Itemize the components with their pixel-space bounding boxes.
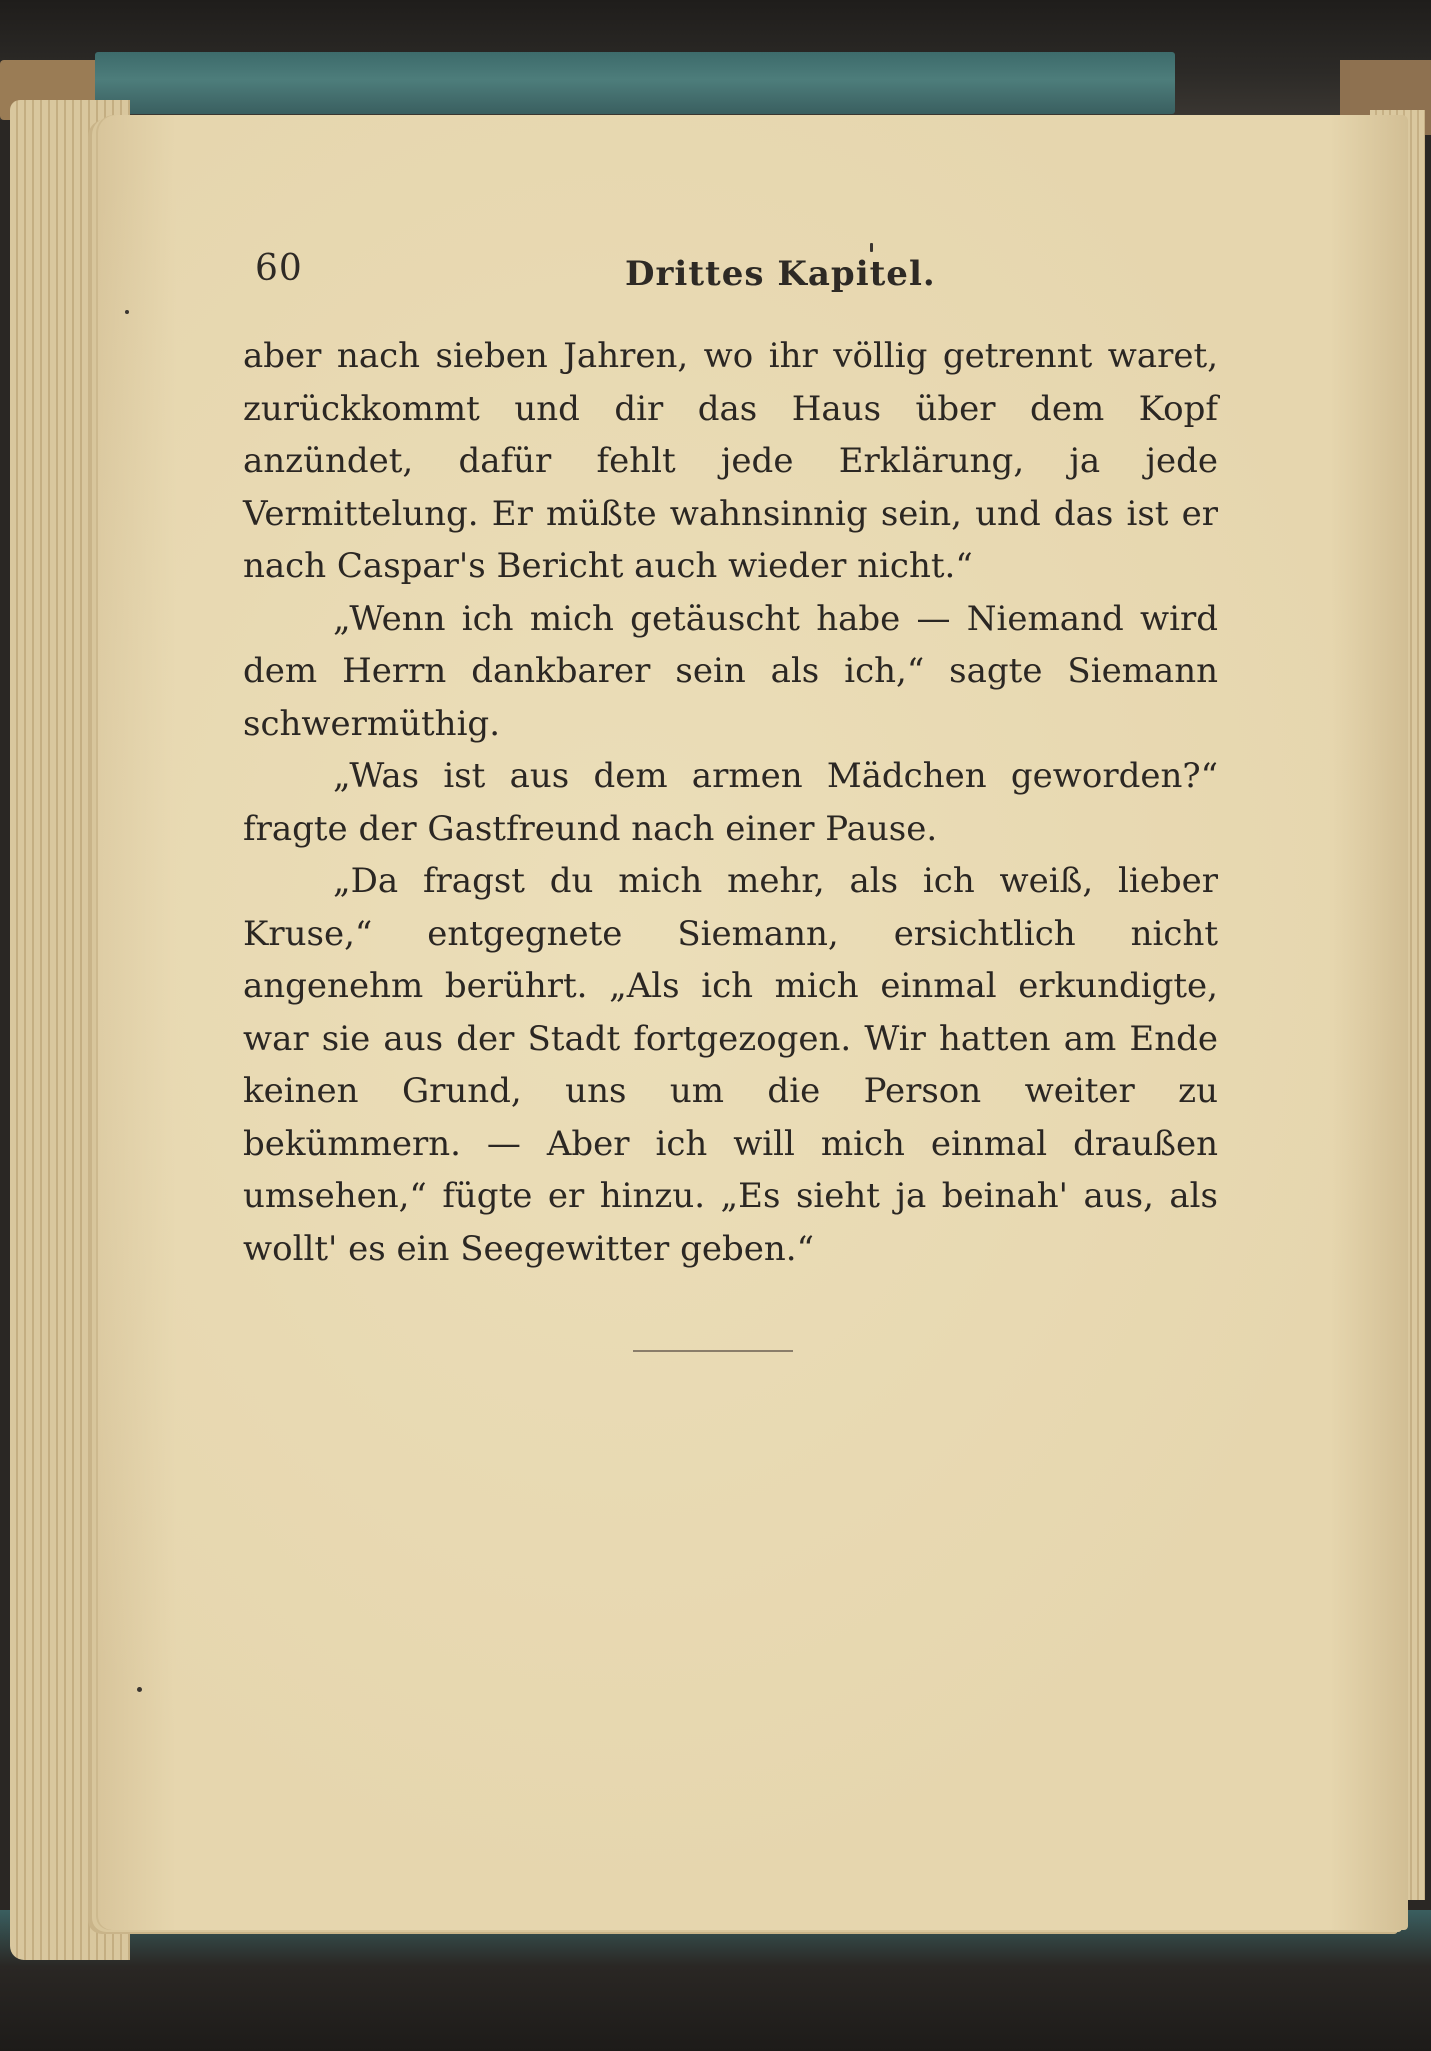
- body-text: [243, 330, 1218, 1275]
- chapter-title: Drittes Kapitel.: [625, 254, 936, 294]
- paragraph-2: „Wenn ich mich getäuscht habe — Niemand wird dem Herrn dankbarer sein als ich,“ sagte Siemann schwermüthig.: [243, 598, 1218, 744]
- paragraph-3: „Was ist aus dem armen Mädchen geworden?“ fragte der Gastfreund nach einer Pause.: [243, 756, 1218, 849]
- cloth-spine-band: [95, 52, 1175, 114]
- running-head: [255, 248, 1155, 298]
- paper-speck: [870, 243, 873, 252]
- paper-speck: [137, 1687, 142, 1692]
- section-end-rule: [633, 1350, 793, 1352]
- paper-speck: [125, 310, 129, 314]
- paragraph-1: aber nach sieben Jahren, wo ihr völlig getrennt waret, zurückkommt und dir das Haus über dem Kopf anzündet, dafür fehlt jede Erklärung, ja jede Vermittelung. Er müßte wahnsinnig sein, und das ist er nach Caspar's Bericht auch wieder nicht.“: [243, 336, 1218, 586]
- paragraph-4: „Da fragst du mich mehr, als ich weiß, lieber Kruse,“ entgegnete Siemann, ersichtlich nicht angenehm berührt. „Als ich mich einmal erkundigte, war sie aus der Stadt fortgezogen. Wir hatten am Ende keinen Grund, uns um die Person weiter zu bekümmern. — Aber ich will mich einmal draußen umsehen,“ fügte er hinzu. „Es sieht ja beinah' aus, als wollt' es ein Seegewitter geben.“: [243, 861, 1218, 1269]
- book-cover-bottom: [0, 1910, 1431, 2051]
- page-number: 60: [255, 248, 303, 289]
